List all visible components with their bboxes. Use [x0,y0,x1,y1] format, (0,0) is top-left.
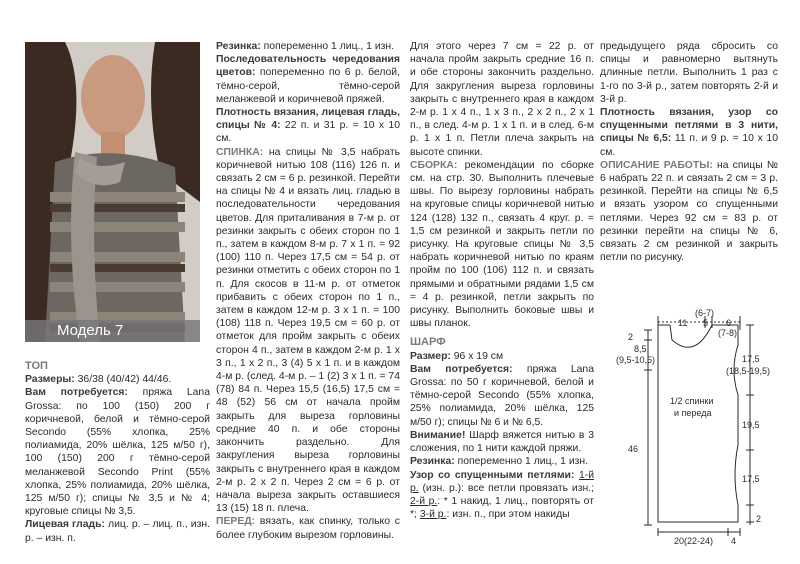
scarf-attention-paragraph [410,429,594,455]
row-3-text: : изн. п., при этом накиды [446,509,570,521]
scarf-gauge-text: 11 п. и 9 р. = 10 х 10 см. [600,133,778,158]
materials-label: Вам потребуется: [25,387,128,399]
assembly-label: СБОРКА: [410,159,458,171]
row-3-label: 3-й р. [419,509,447,521]
color-sequence-label: Последовательность чередования цветов: [216,54,400,79]
front-label: ПЕРЕД: [216,516,256,528]
dim-left-2: 2 [628,332,634,342]
sizes-paragraph [25,373,210,386]
row-2-text: : * 1 накид, 1 лиц., повторять от *; [410,495,594,521]
work-description-paragraph [600,159,778,265]
gauge-label: Плотность вязания, лицевая гладь, спицы № 4: [216,107,400,132]
dim-right-range: (18,5-19,5) [726,366,771,376]
dim-left-46: 46 [628,444,639,454]
dim-bottom-20: 20(22-24) [674,536,714,546]
back-text: на спицы № 3,5 набрать коричневой нитью 108 (116) 126 п. и связать 2 см = 6 р. резинкой. Перейти на спицы № 4 и вязать лиц. гладью в последовательности чередования цветов. Для приталивания в 7-м р. от резинки закрыть с обеих сторон по 1 п., затем в каждом 8-м р. 7 х 1 п. = 92 (100) 110 п. Через 17,5 см = 54 р. от резинки отметить с обеих сторон по 1 п. Для скосов в 11-м р. от отметок прибавить с обеих сторон по 1 п., затем в каждом 12-м р. 3 х 1 п. = 100 (108) 118 п. Через 19,5 см = 60 р. от отметок для пройм закрыть с обеих сторон 4 п., затем в каждом 2-м р. 1 х 3 п., 1 х 2 п., 3 (4) 5 х 1 п. и в каждом 4-м р. (след. 4-м р. – 1 (2) 3 х 1 п. = 74 (78) 84 п. Через 15,5 (16,5) 17,5 см = 48 (52) 56 см от начала пройм закрыть для выреза горловины средние 40 п. и обе стороны закончить раздельно. Для закругления выреза горловины закрыть с внутреннего края в каждом 2-м р. 2 х 2 п. Через 2 см = 6 р. от начала выреза закрыть оставшиеся 13 (15) 18 п. плеча. [216,146,400,515]
column-2 [216,40,400,542]
dim-right-17-5-b: 17,5 [742,474,760,484]
drop-stitch-continued-paragraph: предыдущего ряда сбросить со спицы и равномерно вытянуть длинные петли. Выполнить 1 раз с 1-го по 3-й р., затем повторять 2-й и 3-й р. [600,41,778,105]
scarf-size-text: 96 х 19 см [450,350,504,362]
drop-stitch-paragraph [410,469,594,522]
dim-left-range: (9,5-10,5) [616,355,656,365]
column-3 [410,40,594,521]
dim-left-8-5: 8,5 [634,344,647,354]
dim-right-17-5: 17,5 [742,354,760,364]
back-label: СПИНКА: [216,146,264,158]
schematic-label-1: 1/2 спинки [670,396,714,406]
scarf-attention-label: Внимание! [410,429,466,441]
dim-top-7-8: (7-8) [718,328,738,338]
top-heading: ТОП [25,360,48,372]
rib-label: Резинка: [216,41,261,52]
dim-right-2: 2 [756,514,762,524]
scarf-heading: ШАРФ [410,336,446,349]
assembly-text: рекомендации по сборке см. на стр. 30. Выполнить плечевые швы. По вырезу горловины набрать на круговые спицы коричневой нитью 124 (128) 132 п., связать 4 круг. р. = 1,5 см резинкой и закрыть петли по рисунку. На круговые спицы № 3,5 набрать коричневой нитью по краям пройм по 100 (106) 112 п. и связать прямыми и обратными рядами 1,5 см = 4 р. резинкой, петли закрыть по рисунку. Выполнить боковые швы и швы планок. [410,159,594,330]
scarf-rib-text: попеременно 1 лиц., 1 изн. [454,456,589,468]
dim-bottom-4: 4 [731,536,737,546]
rib-text: попеременно 1 лиц., 1 изн. [260,41,395,52]
scarf-attention-text: Шарф вяжется нитью в 3 сложения, по 1 нити каждой пряжи. [410,429,594,455]
dim-top-11: 11 [678,318,688,328]
top-description [25,360,210,545]
gauge-paragraph [216,106,400,146]
scarf-materials-text: пряжа Lana Grossa: по 50 г коричневой, белой и тёмно-серой Secondo (55% хлопка, 25% полиамида, 20% шёлка, 125 м/50 г); спицы № 6 и № 6,5. [410,363,594,428]
scarf-size-label: Размер: [410,350,451,362]
back-paragraph [216,146,400,516]
model-photo-illustration [25,42,200,342]
dim-right-19-5: 19,5 [742,420,760,430]
schematic-label-2: и переда [674,408,712,418]
materials-paragraph [25,386,210,518]
materials-text: пряжа Lana Grossa: по 100 (150) 200 г коричневой, белой и тёмно-серой Secondo (55% хлопка, 25% полиамида, 20% шёлка, 125 м/50 г), 100 (150) 200 г тёмно-серой меланжевой Secondo Print (55% хлопка, 25% полиамида, 20% шёлка, 125 м/50 г); спицы № 3,5 и № 4; круговые спицы № 3,5. [25,387,210,518]
row-2-label: 2-й р. [410,495,438,507]
schematic-outline [658,325,738,522]
front-paragraph [216,515,400,541]
stockinette-paragraph [25,518,210,544]
dim-top-5: 5 [703,318,709,328]
row-1-label: 1-й р. [410,469,595,494]
scarf-rib-paragraph [410,455,594,468]
model-photo [25,42,200,342]
work-description-text: на спицы № 6 набрать 22 п. и связать 2 см = 3 р. резинкой. Перейти на спицы № 6,5 и вязать узором со спущенными петлями. Через 92 см = 83 р. от резинки перейти на спицы № 6, связать 2 см резинкой и закрыть петли по рисунку. [600,159,779,264]
scarf-rib-label: Резинка: [410,456,455,468]
color-sequence-paragraph [216,53,400,106]
stockinette-label: Лицевая гладь: [25,519,105,531]
scarf-size-paragraph [410,350,594,363]
model-banner: Модель 7 [25,320,200,342]
sizes-label: Размеры: [25,374,75,386]
dim-top-6-7: (6-7) [695,308,715,318]
work-description-label: ОПИСАНИЕ РАБОТЫ: [600,159,713,171]
front-continued-paragraph: Для этого через 7 см = 22 р. от начала пройм закрыть средние 16 п. и обе стороны закончить раздельно. Для закругления выреза горловины закрыть с внутреннего края в каждом 2-м р. 1 х 4 п., 1 х 3 п., 2 х 2 п., 2 х 1 п., в след. 4-м р. 1 х 1 п. и в след. 6-м р. 1 х 1 п. Петли плеча закрыть на высоте спинки. [410,41,594,158]
scarf-materials-label: Вам потребуется: [410,363,513,375]
column-4 [600,40,778,264]
stockinette-text: лиц. р. – лиц. п., изн. р. – изн. п. [25,519,210,544]
scarf-gauge-label: Плотность вязания, узор со спущенными петлями в 3 нити, спицы № 6,5: [600,107,778,145]
dim-top-6: 6 [726,318,732,328]
assembly-paragraph [410,159,594,331]
rib-paragraph [216,40,400,53]
row-1-text: (изн. р.): все петли провязать изн.; [418,482,594,494]
front-text: вязать, как спинку, только с более глубоким вырезом горловины. [216,516,400,541]
scarf-materials-paragraph [410,363,594,429]
sizes-text: 36/38 (40/42) 44/46. [74,374,172,386]
drop-stitch-label: Узор со спущенными петлями: [410,469,575,481]
gauge-text: 22 п. и 31 р. = 10 х 10 см. [216,120,400,145]
pattern-schematic [600,300,785,550]
scarf-gauge-paragraph [600,106,778,159]
color-sequence-text: попеременно по 6 р. белой, тёмно-серой, тёмно-серой меланжевой и коричневой пряжей. [216,67,400,105]
